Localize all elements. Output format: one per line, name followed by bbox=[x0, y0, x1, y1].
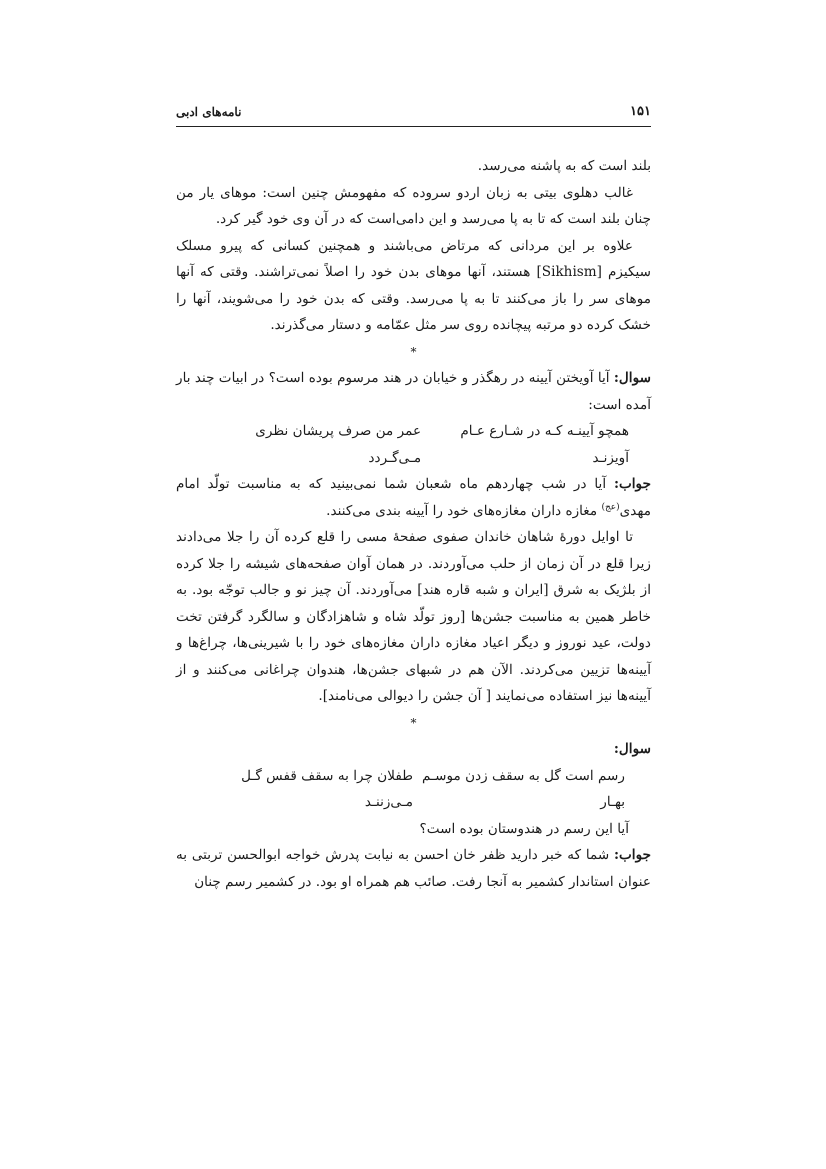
paragraph-sikhism bbox=[176, 233, 651, 339]
verse-2-hemistich-1: رسم است گل به سقف زدن موسـم بهـار bbox=[422, 767, 625, 810]
question-1-text: آیا آویختن آیینه در رهگذر و خیابان در هند مرسوم بوده است؟ در ابیات چند بار آمده است: bbox=[176, 370, 651, 413]
answer-1 bbox=[176, 471, 651, 524]
sikhism-term: [Sikhism] bbox=[536, 264, 602, 280]
question-label: سوال: bbox=[613, 370, 651, 386]
page-header bbox=[176, 100, 651, 127]
section-separator: * bbox=[410, 344, 417, 359]
verse-2-hemistich-2: طفلان چرا به سقف قفس گـل مـی‌زننـد bbox=[241, 767, 414, 810]
honorific-superscript: (عج) bbox=[601, 501, 620, 512]
answer-label: جواب: bbox=[613, 847, 652, 863]
answer-1-text-part-2: مغازه داران مغازه‌های خود را آیینه بندی می‌کنند. bbox=[326, 502, 598, 519]
answer-1-text-part-1: آیا در شب چهاردهم ماه شعبان شما نمی‌بینید که به مناسبت تولّد امام مهدی bbox=[176, 476, 651, 519]
answer-label: جواب: bbox=[613, 476, 651, 492]
verse-1 bbox=[176, 418, 651, 471]
page-number: ۱۵۱ bbox=[630, 104, 651, 119]
question-1 bbox=[176, 365, 651, 418]
body-text bbox=[176, 153, 651, 895]
paragraph-sikhism-part-2: هستند، آنها موهای بدن خود را اصلاً نمی‌تراشند. وقتی که آنها موهای سر را باز می‌کنند تا به پا می‌رسد. وقتی که بدن خود را می‌شویند، آنها را خشک کرده دو مرتبه پیچانده روی سر مثل عمّامه و دستار می‌گذرند. bbox=[176, 264, 651, 333]
paragraph-ghalib: غالب دهلوی بیتی به زبان اردو سروده که مفهومش چنین است: موهای یار من چنان بلند است که تا به پا می‌رسد و این دامی‌است که در آن وی خود گیر کرد. bbox=[176, 184, 651, 227]
answer-2 bbox=[176, 842, 651, 895]
section-separator: * bbox=[410, 715, 417, 730]
paragraph-sikhism-part-1: علاوه بر این مردانی که مرتاض می‌باشند و همچنین کسانی که پیرو مسلک سیکیزم bbox=[176, 237, 651, 280]
verse-1-hemistich-1: همچو آیینـه کـه در شـارع عـام آویزنـد bbox=[460, 423, 629, 466]
paragraph-mirrors: تا اوایل دورهٔ شاهان خاندان صفوی صفحهٔ مسی را قلع کرده آن را جلا می‌دادند زیرا قلع در آن زمان از حلب می‌آوردند. در همان آوان صفحه‌های شیشه را جلا کرده از بلژیک به شرق [ایران و شبه قاره هند] می‌آوردند. آن چیز نو و جالب توجّه بود. به خاطر همین به مناسبت جشن‌ها [روز تولّد شاه و شاهزادگان و سالگرد گرفتن تخت دولت، عید نوروز و دیگر اعیاد مغازه داران مغازه‌های خود را با شیرینی‌ها، چراغ‌ها و آیینه‌ها تزیین می‌کردند. الآن هم در شبهای جشن‌ها، هندوان چراغانی می‌کنند و از آیینه‌ها نیز استفاده می‌نمایند [ آن جشن را دیوالی می‌نامند]. bbox=[176, 529, 651, 704]
verse-2 bbox=[176, 763, 651, 816]
question-label: سوال: bbox=[613, 741, 651, 757]
question-2-heading bbox=[176, 736, 651, 763]
question-2-text: آیا این رسم در هندوستان بوده است؟ bbox=[419, 820, 629, 837]
answer-2-text: شما که خبر دارید ظفر خان احسن به نیابت پدرش خواجه ابوالحسن تربتی به عنوان استاندار کشمیر به آنجا رفت. صائب هم همراه او بود. در کشمیر رسم چنان bbox=[176, 847, 651, 890]
running-title: نامه‌های ادبی bbox=[176, 105, 242, 119]
verse-1-hemistich-2: عمر من صرف پریشان نظری مـی‌گـردد bbox=[255, 423, 422, 466]
paragraph-continuation: بلند است که به پاشنه می‌رسد. bbox=[477, 158, 651, 174]
